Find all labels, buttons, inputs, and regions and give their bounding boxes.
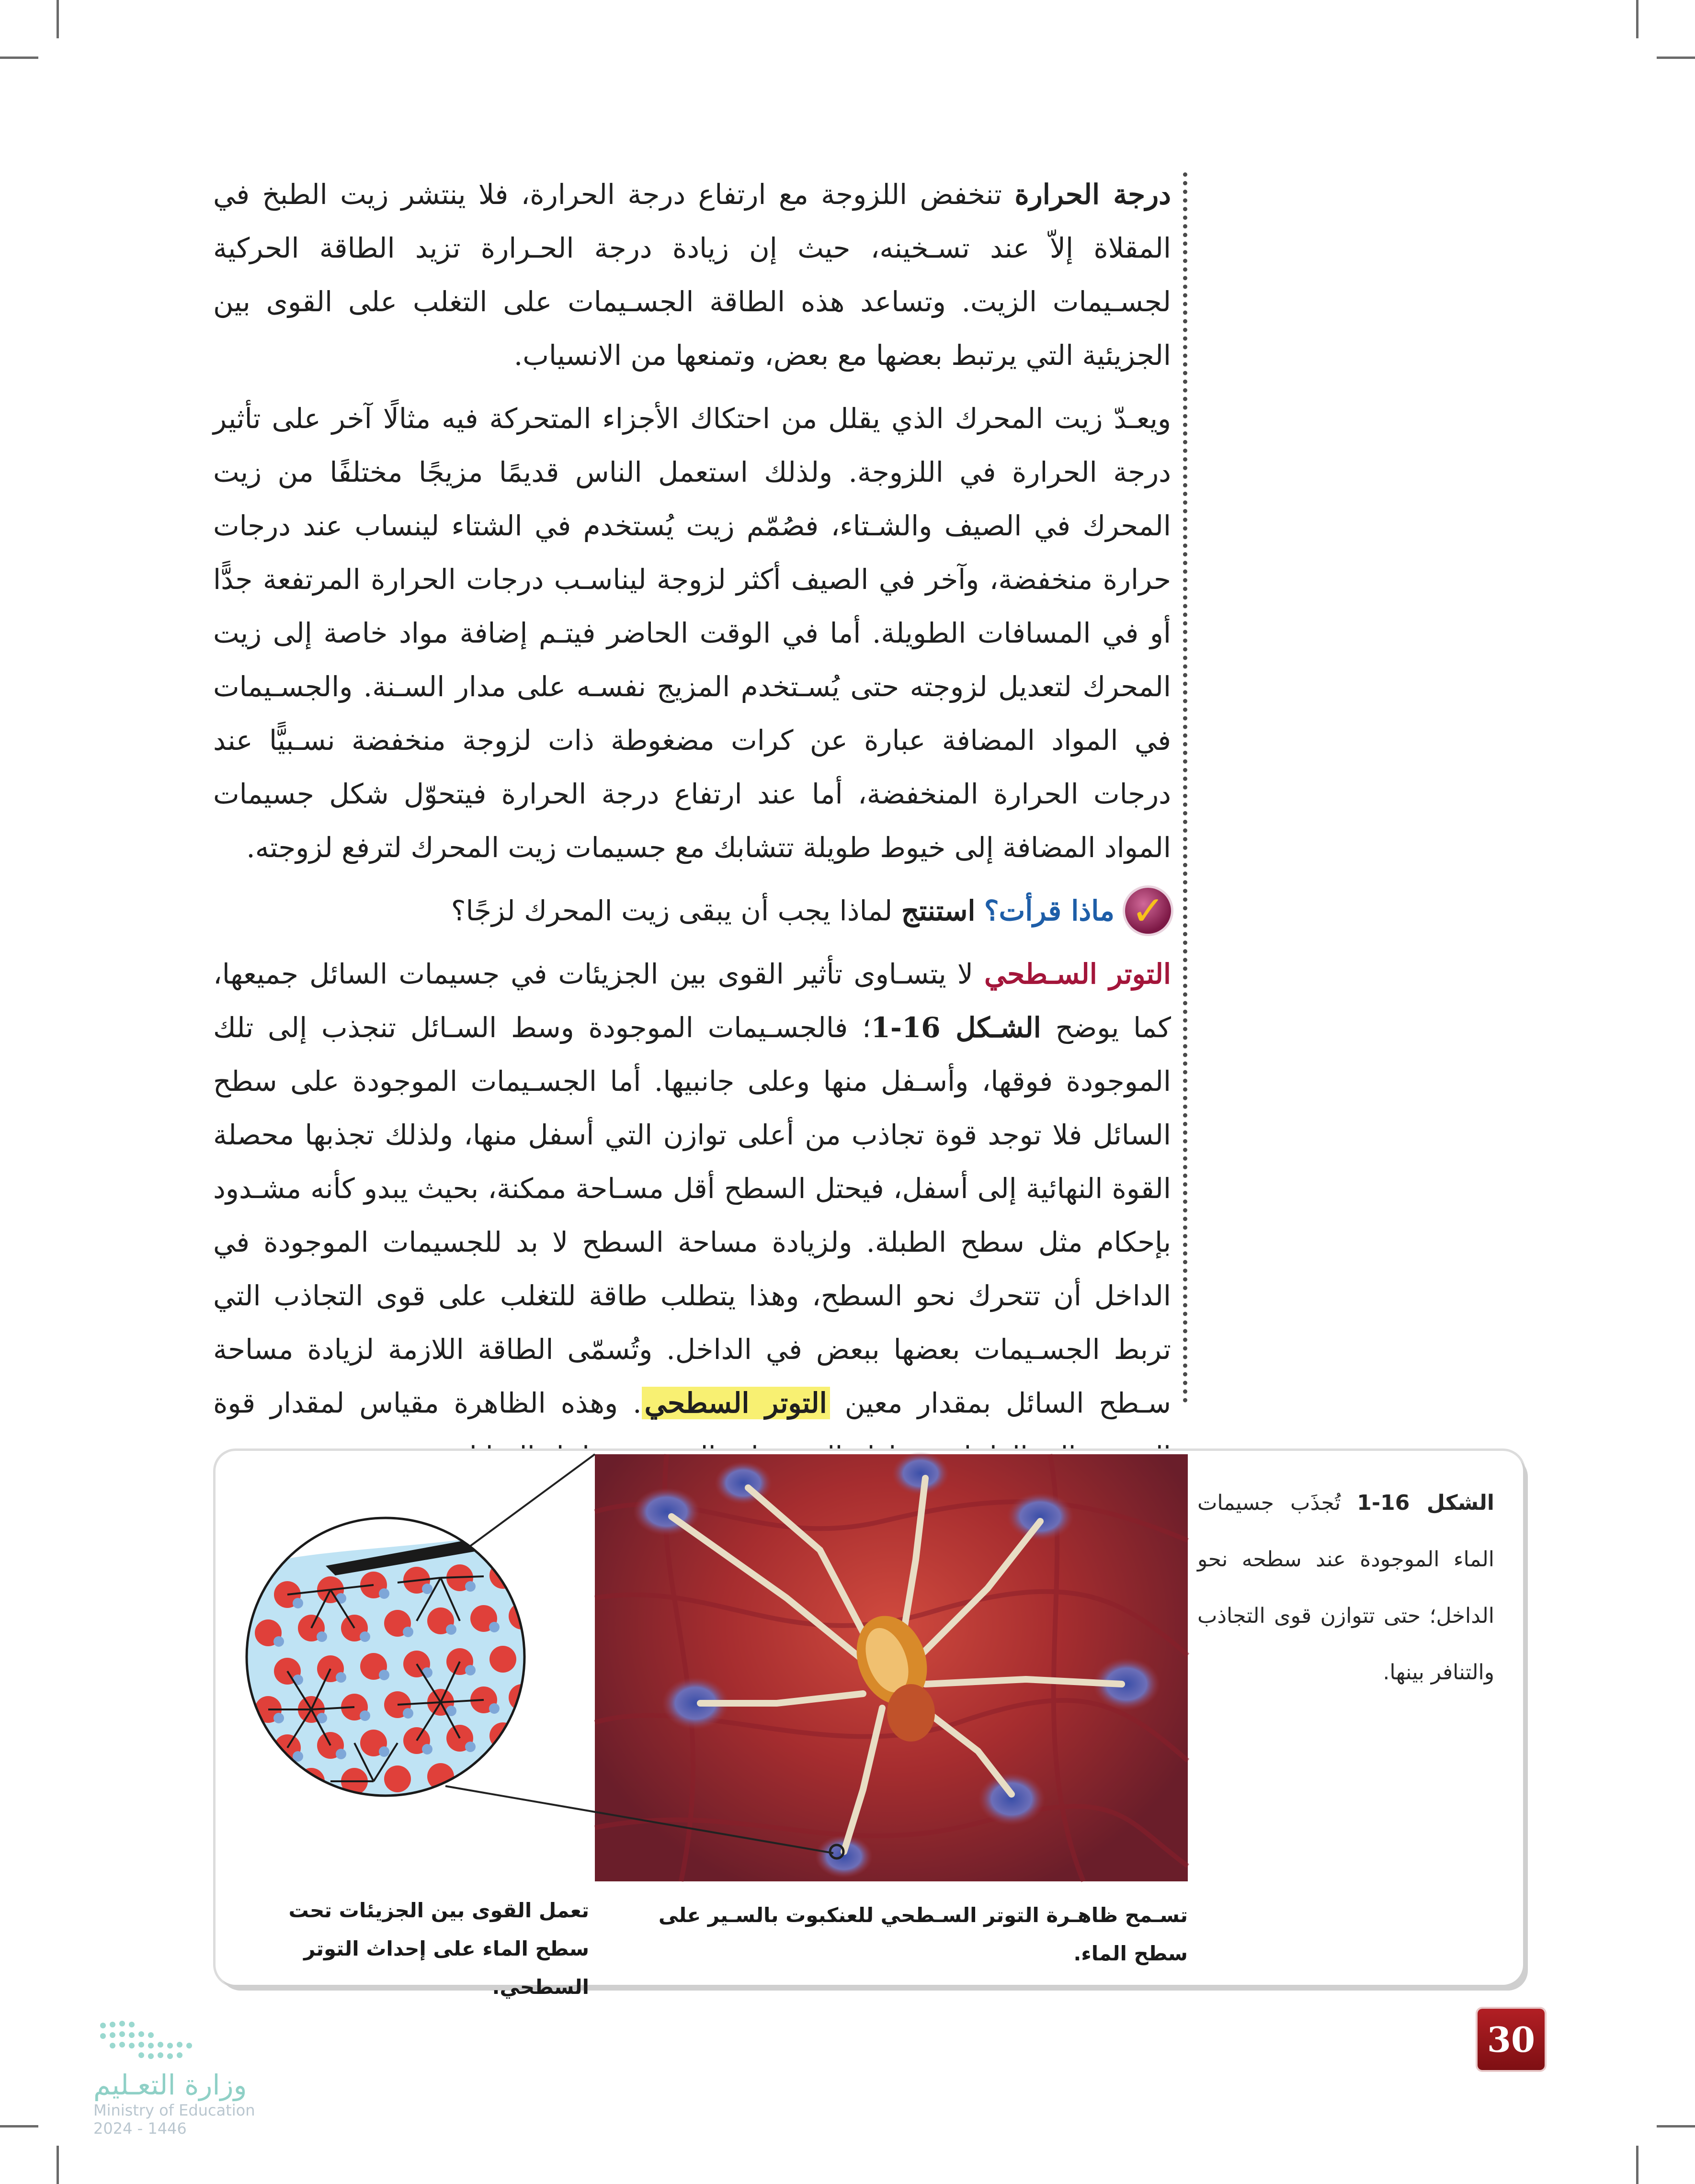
crop-mark	[1657, 2125, 1695, 2127]
paragraph-motor-oil	[213, 392, 1171, 874]
paragraph-text: لا يتسـاوى تأثير القوى بين الجزيئات في جسيمات السائل جميعها، كما يوضح	[213, 958, 1172, 1044]
crop-mark	[1657, 57, 1695, 59]
figure-caption-text: تُجذَب جسيمات الماء الموجودة عند سطحه نحو الداخل؛ حتى تتوازن قوى التجاذب والتنافر بينها.	[1197, 1491, 1494, 1685]
crop-mark	[57, 0, 59, 38]
figure-number: الشكل 16-1	[1357, 1491, 1494, 1515]
paragraph-text: تنخفض اللزوجة مع ارتفاع درجة الحرارة، فلا ينتشر زيت الطبخ في المقلاة إلاّ عند تسـخينه، حيث إن زيادة درجة الحـرارة تزيد الطاقة الحركية لجسـيمات الزيت. وتساعد هذه الطاقة الجسـيمات على التغلب على القوى بين الجزيئية التي يرتبط بعضها مع بعض، وتمنعها من الانسياب.	[213, 178, 1172, 372]
reading-check-question: لماذا يجب أن يبقى زيت المحرك لزجًا؟	[451, 894, 901, 927]
ministry-dots-icon	[93, 2016, 266, 2069]
reading-check-verb: استنتج	[901, 894, 976, 927]
margin-dotted-rule	[1183, 172, 1187, 1403]
figure-card	[216, 1451, 1523, 1999]
paragraph-surface-tension	[213, 947, 1171, 1483]
ministry-name-en: Ministry of Education	[93, 2101, 255, 2119]
crop-mark	[0, 2125, 38, 2127]
diagram-caption: تعمل القوى بين الجزيئات تحت سطح الماء على إحداث التوتر السطحي.	[288, 1899, 589, 1999]
paragraph-text: ويعـدّ زيت المحرك الذي يقلل من احتكاك الأجزاء المتحركة فيه مثالًا آخر على تأثير درجة الحرارة في اللزوجة. ولذلك استعمل الناس قديمًا مزيجًا مختلفًا من زيت المحرك في الصيف والشـتاء، فصُمّم زيت يُستخدم في الشتاء لينساب عند درجات حرارة منخفضة، وآخر في الصيف أكثر لزوجة ليناسـب درجات الحرارة المرتفعة جدًّا أو في المسافات الطويلة. أما في الوقت الحاضر فيتـم إضافة مواد خاصة إلى زيت المحرك لتعديل لزوجته حتى يُسـتخدم المزيج نفسـه على مدار السـنة. والجسـيمات في المواد المضافة عبارة عن كرات مضغوطة ذات لزوجة منخفضة نسـبيًّا عند درجات الحرارة المنخفضة، أما عند ارتفاع درجة الحرارة فيتحوّل شكل جسيمات المواد المضافة إلى خيوط طويلة تتشابك مع جسيمات زيت المحرك لترفع لزوجته.	[213, 402, 1171, 864]
paragraph-temperature	[213, 168, 1171, 382]
reading-check-title: ماذا قرأت؟	[984, 894, 1115, 927]
ministry-name-ar: وزارة التعـليم	[93, 2069, 247, 2101]
crop-mark	[0, 57, 38, 59]
photo-caption: تسـمح ظاهـرة التوتر السـطحي للعنكبوت بالسـير على سطح الماء.	[658, 1903, 1188, 1965]
paragraph-text: . وهذه الظاهرة مقياس لمقدار قوة	[213, 1387, 642, 1419]
ministry-logo	[93, 2016, 266, 2138]
paragraph-text: ؛ فالجسـيمات الموجودة وسط السـائل تنجذب إلى تلك الموجودة فوقها، وأسـفل منها وعلى جانبيها. أما الجسـيمات الموجودة على سطح السائل فلا توجد قوة تجاذب من أعلى توازن التي أسفل منها، ولذلك تجذبها محصلة القوة النهائية إلى أسفل، فيحتل السطح أقل مسـاحة ممكنة، بحيث يبدو كأنه مشـدود بإحكام مثل سطح الطبلة. ولزيادة مساحة السطح لا بد للجسيمات الموجودة في الداخل أن تتحرك نحو السطح، وهذا يتطلب طاقة للتغلب على قوى التجاذب التي تربط الجسـيمات بعضها ببعض في الداخل. وتُسمّى الطاقة اللازمة لزيادة مساحة سـطح السائل بمقدار معين	[213, 1011, 1171, 1419]
crop-mark	[1636, 2146, 1638, 2184]
ministry-year: 2024 - 1446	[93, 2119, 187, 2138]
term-temperature: درجة الحرارة	[1014, 178, 1172, 211]
reading-check	[213, 884, 1171, 938]
page-number: 30	[1478, 2009, 1545, 2070]
figure-reference: الشـكل 16-1	[871, 1011, 1041, 1044]
term-surface-tension: التوتر السـطحي	[984, 958, 1171, 990]
checkmark-badge-icon: ✓	[1125, 888, 1171, 934]
reading-check-text	[451, 884, 1115, 938]
body-text	[213, 168, 1171, 1493]
crop-mark	[57, 2146, 59, 2184]
highlighted-term: التوتر السطحي	[642, 1387, 830, 1419]
crop-mark	[1636, 0, 1638, 38]
